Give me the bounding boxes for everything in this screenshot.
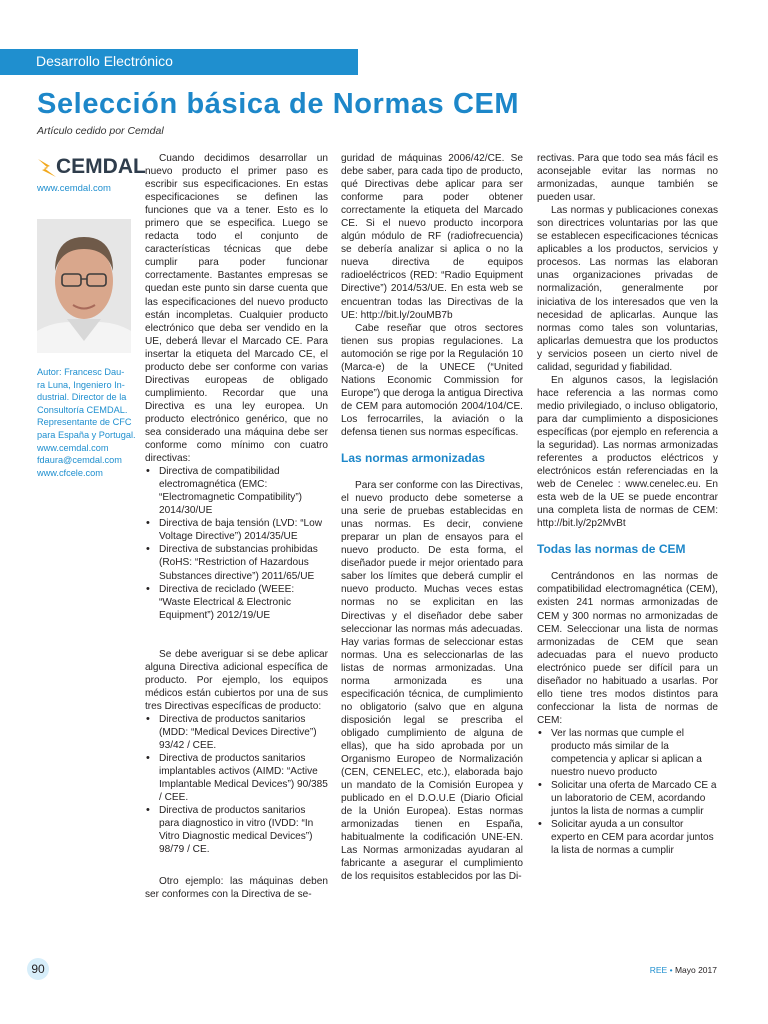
author-line: ra Luna, Ingeniero In- <box>37 379 125 390</box>
list-item: • Directiva de reciclado (WEEE: “Waste Electrical & Electronic Equipment”) 2012/19/UE <box>159 583 328 622</box>
author-line: dustrial. Director de la <box>37 392 127 403</box>
issue-date: Mayo 2017 <box>674 965 717 975</box>
author-line: Consultoría CEMDAL. <box>37 404 128 415</box>
paragraph: guridad de máquinas 2006/42/CE. Se debe saber, para cada tipo de producto, qué Directivas debe aplicar para ser conforme para poder obtener correctamente la etiqueta del Marcado CE. Si el nuevo producto incorpora algún módulo de RF (radiofrecuencia) se debería analizar si aplica o no la nueva directiva de equipos radioeléctricos (RED: “Radio Equipment Directive”) 2014/53/UE. En esta web se encuentran todas las Directivas de la UE: http://bit.ly/2ouMB7b <box>341 153 523 321</box>
publication-name: REE <box>649 965 668 975</box>
paragraph: En algunos casos, la legislación hace referencia a las normas como medio privilegiado, o incluso obligatorio, para dar cumplimiento a disposiciones específicas (por ejemplo en referencia a la seguridad). Las normas armonizadas referentes a productos eléctricos y electrónicos están referenciadas en la web de Cenelec : www.cenelec.eu. En esta web de la UE se puede encontrar una completa lista de normas de CEM: http://bit.ly/2p2MvBt <box>537 374 718 530</box>
paragraph: Para ser conforme con las Directivas, el nuevo producto debe someterse a una serie de pruebas establecidas en unas normas. Es decir, conviene preparar un plan de ensayos para el nuevo producto. De esta forma, el diseñador puede ir mejor orientado para saber los límites que deberá cumplir el nuevo producto. Muchas veces estas normas no se explicitan en las Directivas y el diseñador debe saber seleccionar las normas más adecuadas. Hay varias formas de seleccionar estas normas. Una es seleccionarlas de las listas de normas armonizadas. Una norma armonizada es una especificación técnica, de cumplimiento no obligatorio (salvo que en alguna disposición legal se prescriba el obligado cumplimiento de alguna de ellas), que ha sido aprobada por un Organismo Europeo de Normalización (CEN, CENELEC, etc.), elaborada bajo un mandato de la Comisión Europea y publicado en el D.O.U.E (Diario Oficial de la Unión Europea). Estas normas armonizadas tienen en España, habitualmente la codificación UNE-EN. Las Normas armonizadas ayudaran al fabricante a asegurar el cumplimiento de los requisitos establecidos por las Di- <box>341 480 523 883</box>
section-heading: Las normas armonizadas <box>341 451 486 466</box>
article-subtitle: Artículo cedido por Cemdal <box>37 125 164 137</box>
column-3 <box>537 152 718 857</box>
list-item: • Directiva de compatibilidad electromagnética (EMC: “Electromagnetic Compatibility”) 2014/30/UE <box>159 465 328 517</box>
author-bio <box>37 366 136 479</box>
footer <box>650 965 717 975</box>
list-item: • Directiva de productos sanitarios para diagnostico in vitro (IVDD: “In Vitro Diagnostic medical Devices”) 98/79 / CE. <box>159 804 328 856</box>
paragraph: Se debe averiguar si se debe aplicar alguna Directiva adicional específica de producto. Por ejemplo, los equipos médicos están cubiertos por una de sus tres Directivas específicas de producto: <box>145 648 328 712</box>
method-list <box>537 727 718 857</box>
medical-directive-list <box>145 713 328 857</box>
paragraph: Otro ejemplo: las máquinas deben ser conformes con la Directiva de se- <box>145 876 328 901</box>
page-number: 90 <box>27 958 49 980</box>
logo-text: CEMDAL <box>56 155 146 178</box>
author-line: para España y Portugal. <box>37 429 136 440</box>
author-line: Representante de CFC <box>37 417 132 428</box>
author-photo <box>37 219 131 353</box>
section-heading: Todas las normas de CEM <box>537 542 686 557</box>
list-item: • Solicitar una oferta de Marcado CE a un laboratorio de CEM, acordando juntos la lista de normas a cumplir <box>551 779 718 818</box>
list-item: • Directiva de substancias prohibidas (RoHS: “Restriction of Hazardous Substances directive”) 2011/65/UE <box>159 543 328 582</box>
logo-url[interactable]: www.cemdal.com <box>37 183 111 194</box>
cemdal-logo-icon <box>36 155 58 181</box>
paragraph: Cuando decidimos desarrollar un nuevo producto el primer paso es escribir sus especificaciones. En estas especificaciones se definen las funciones que va a tener. Esto es lo primero que se especifica. Luego se redacta todo el conjunto de características técnicas que debe cumplir para poder funcionar correctamente. Bastantes empresas se quedan este punto sin darse cuenta que las especificaciones del nuevo producto están incompletas. Cualquier producto electrónico que deba ser vendido en la UE, deberá llevar el Marcado CE. Para insertar la etiqueta del Marcado CE, el producto debe ser conforme con varias Directivas europeas de obligado cumplimiento. Recordar que una Directiva es una ley europea. Un producto electrónico genérico, que no sea considerado una máquina debe ser conforme como mínimo con cuatro directivas: <box>145 153 328 465</box>
list-item: • Directiva de productos sanitarios implantables activos (AIMD: “Active Implantable Medical Devices”) 90/385 / CEE. <box>159 752 328 804</box>
article-title: Selección básica de Normas CEM <box>37 88 520 120</box>
paragraph: rectivas. Para que todo sea más fácil es aconsejable evitar las normas no armonizadas, aunque también se pueden usar. <box>537 153 718 204</box>
column-2 <box>341 152 523 883</box>
section-label: Desarrollo Electrónico <box>36 53 173 69</box>
paragraph: Las normas y publicaciones conexas son directrices voluntarias por las que se establecen especificaciones técnicas aplicables a los productos, servicios y procesos. Las normas las elaboran unas organizaciones privadas de normalización, generalmente por iniciativa de los interesados que ven la necesidad de aplicarlas. Aunque las normas como tales son voluntarias, aplicarlas demuestra que los productos y servicios poseen un cierto nivel de calidad, seguridad y fiabilidad. <box>537 205 718 373</box>
footer-separator: • <box>669 965 673 975</box>
author-email[interactable]: fdaura@cemdal.com <box>37 455 122 466</box>
paragraph: Centrándonos en las normas de compatibilidad electromagnética (CEM), existen 241 normas armonizadas de CEM y 300 normas no armonizadas de CEM. Seleccionar una lista de normas armonizadas de CEM que sean adecuadas para el nuevo producto electrónico puede ser difícil para un diseñador no habituado a usarlas. Por ello tiene tres modos distintos para confeccionar la lista de normas de CEM: <box>537 571 718 726</box>
cemdal-logo <box>36 155 146 181</box>
section-bar <box>0 49 358 75</box>
list-item: • Directiva de productos sanitarios (MDD: “Medical Devices Directive”) 93/42 / CEE. <box>159 713 328 752</box>
list-item: • Directiva de baja tensión (LVD: “Low Voltage Directive”) 2014/35/UE <box>159 517 328 543</box>
list-item: • Ver las normas que cumple el producto más similar de la competencia y aplicar si aplican a nuestro nuevo producto <box>551 727 718 779</box>
author-link[interactable]: www.cemdal.com <box>37 442 109 453</box>
author-link[interactable]: www.cfcele.com <box>37 467 103 478</box>
paragraph: Cabe reseñar que otros sectores tienen sus propias regulaciones. La automoción se rige por la Regulación 10 (Marca-e) de la UNECE (“United Nations Economic Commission for Europe”) que deroga la antigua Directiva de CEM para automoción 2004/104/CE. Los ferrocarriles, la aviación o la defensa tienen sus normas específicas. <box>341 322 523 438</box>
author-line: Autor: Francesc Dau- <box>37 367 125 377</box>
column-1 <box>145 152 328 902</box>
directive-list <box>145 465 328 622</box>
list-item: • Solicitar ayuda a un consultor experto en CEM para acordar juntos la lista de normas a cumplir <box>551 818 718 857</box>
